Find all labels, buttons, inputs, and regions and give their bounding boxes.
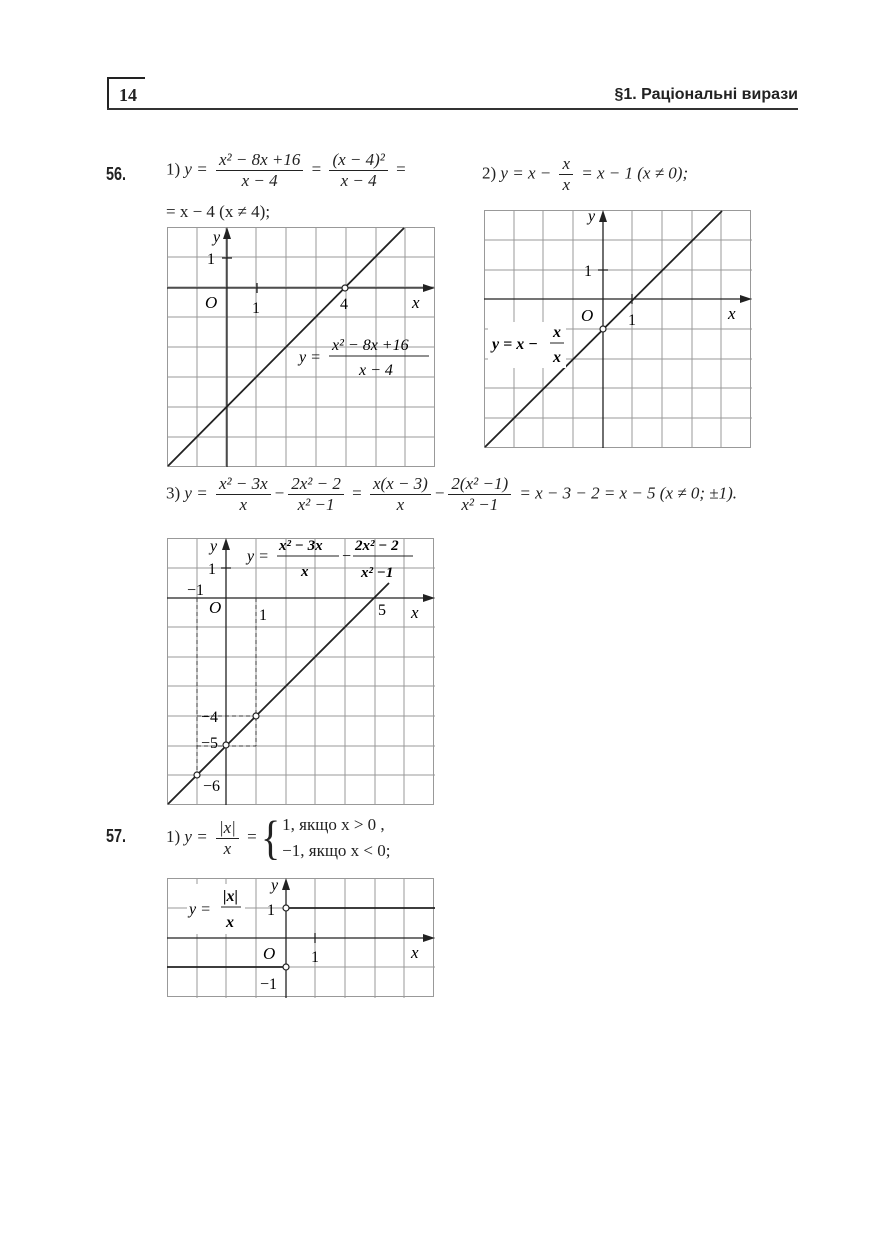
equals-sign: = — [352, 483, 362, 503]
equals-sign: = — [396, 159, 406, 179]
p57-part1-formula — [166, 812, 390, 864]
p56-part1-line2: = x − 4 (x ≠ 4); — [166, 202, 271, 221]
graph-label-den: x — [226, 914, 234, 931]
p56-part2-label: 2) — [482, 163, 497, 183]
x-axis-label: x — [411, 603, 419, 622]
y-axis-label: y — [588, 210, 596, 225]
graph-label-lhs: y = — [247, 548, 269, 565]
y-tick-1: 1 — [208, 561, 216, 578]
p56-part3-label: 3) — [166, 483, 181, 503]
graph-label-a-num: x² − 3x — [279, 538, 323, 554]
x-tick-1: 1 — [252, 300, 260, 317]
p56-part1-label: 1) — [166, 159, 181, 179]
p56-part3-frac-c: $\frac{x(x - 3)}{x}$ — [370, 474, 431, 515]
y-tick-neg1: −1 — [260, 976, 278, 993]
y-axis-label: y — [213, 229, 221, 246]
graph-label-den: x — [553, 349, 561, 366]
equals-sign: = — [311, 159, 322, 179]
equals-sign: = — [247, 826, 257, 846]
minus-sign: − — [274, 483, 285, 503]
p57-cases — [282, 812, 390, 864]
graph-label-lhs: y = x − — [492, 336, 538, 353]
y-tick-neg6: −6 — [203, 778, 221, 795]
p56-part1-formula — [166, 150, 406, 191]
graph-label-b-den: x² −1 — [361, 565, 394, 581]
problem-56-number: 56. — [106, 164, 127, 184]
p56-part1-frac2: $\frac{\text{(x − 4)²}}{x - 4}$ — [329, 150, 387, 191]
x-tick-1: 1 — [628, 312, 636, 329]
section-title: §1. Раціональні вирази — [614, 86, 798, 103]
graph-label-den: x − 4 — [359, 362, 393, 379]
origin-label: O — [581, 306, 594, 325]
p56-part3-frac-b: $\frac{\text{2x² − 2}}{\text{x² −1}}$ — [288, 474, 344, 515]
origin-label: O — [205, 293, 218, 312]
x-axis-label: x — [411, 943, 419, 962]
p56-part2-left: y = x − — [500, 163, 552, 183]
case-2: −1, якщо x < 0; — [282, 841, 391, 860]
p56-part3-result: = x − 3 − 2 = x − 5 (x ≠ 0; ±1). — [519, 483, 737, 503]
p56-part2-frac: $\frac{x}{x}$ — [559, 154, 573, 195]
graph-label-num: x — [553, 324, 561, 341]
left-brace: { — [260, 810, 281, 865]
header-rule — [107, 108, 798, 110]
graph-label-lhs: y = — [299, 349, 321, 366]
page-number: 14 — [107, 77, 145, 110]
p57-part1-lhs: y = — [184, 826, 208, 846]
origin-label: O — [209, 598, 222, 617]
x-tick-5: 5 — [378, 602, 386, 619]
y-axis-label: y — [210, 538, 218, 555]
p56-part1-frac1: $\frac{\text{x² − 8x +16}}{x - 4}$ — [216, 150, 303, 191]
graph-label-a-den: x — [301, 564, 309, 580]
x-axis-label: x — [728, 304, 736, 323]
graph-label-num: x² − 8x +16 — [332, 337, 409, 354]
graph-56-2 — [484, 210, 752, 448]
y-axis-label: y — [271, 878, 279, 894]
minus-sign: − — [434, 483, 445, 503]
graph-57-1 — [167, 878, 435, 998]
p56-part1-lhs: y = — [184, 159, 208, 179]
case-1: 1, якщо x > 0 , — [282, 815, 385, 834]
y-tick-1: 1 — [584, 263, 592, 280]
graph-label-num: |x| — [223, 888, 239, 905]
p56-part2-right: = x − 1 (x ≠ 0); — [581, 163, 689, 183]
graph-56-1 — [167, 227, 435, 467]
graph-label-b-num: 2x² − 2 — [355, 538, 399, 554]
y-tick-neg4: −4 — [201, 709, 219, 726]
y-tick-neg5: −5 — [201, 735, 219, 752]
p56-part3-formula — [166, 474, 737, 515]
x-tick-1: 1 — [311, 949, 319, 966]
y-tick-1: 1 — [207, 251, 215, 268]
problem-57-number: 57. — [106, 826, 127, 846]
p56-part2-formula — [482, 154, 688, 195]
x-axis-label: x — [412, 293, 420, 312]
p57-part1-label: 1) — [166, 826, 181, 846]
p57-part1-frac: $\frac{|x|}{x}$ — [216, 818, 239, 859]
p56-part3-frac-d: $\frac{\text{2(x² −1)}}{\text{x² −1}}$ — [448, 474, 511, 515]
graph-label-minus: − — [342, 548, 352, 565]
p56-part3-frac-a: $\frac{\text{x² − 3x}}{x}$ — [216, 474, 271, 515]
y-tick-1: 1 — [267, 902, 275, 919]
graph-label-lhs: y = — [189, 901, 211, 918]
graph-56-3 — [167, 538, 435, 805]
x-tick-1: 1 — [259, 607, 267, 624]
origin-label: O — [263, 944, 276, 963]
p56-part3-lhs: y = — [184, 483, 208, 503]
x-tick-neg1: −1 — [187, 582, 205, 599]
x-tick-4: 4 — [340, 296, 348, 313]
